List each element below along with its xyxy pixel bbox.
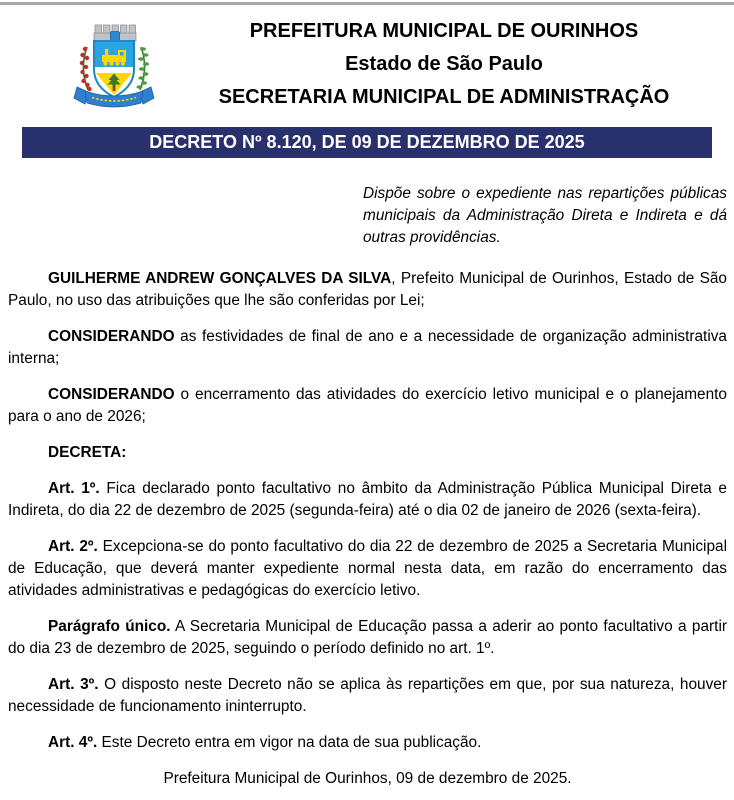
coat-of-arms-logo: [72, 17, 156, 109]
org-state: Estado de São Paulo: [345, 53, 543, 75]
preamble-paragraph: GUILHERME ANDREW GONÇALVES DA SILVA, Prefeito Municipal de Ourinhos, Estado de São Paulo, no uso das atribuições que lhe são conferidas por Lei;: [8, 270, 727, 309]
org-name: PREFEITURA MUNICIPAL DE OURINHOS: [249, 20, 639, 42]
considerando-2-paragraph: CONSIDERANDO o encerramento das atividades do exercício letivo municipal e o planejamento para o ano de 2026;: [8, 386, 727, 425]
decree-title-banner: [22, 127, 712, 158]
decreta-heading: DECRETA:: [48, 444, 127, 461]
considerando-1-paragraph: CONSIDERANDO as festividades de final de ano e a necessidade de organização administrativa interna;: [8, 328, 727, 367]
decree-document: [0, 2, 734, 800]
org-department: SECRETARIA MUNICIPAL DE ADMINISTRAÇÃO: [218, 86, 670, 108]
decree-title: DECRETO Nº 8.120, DE 09 DE DEZEMBRO DE 2025: [149, 132, 585, 152]
decree-summary: Dispõe sobre o expediente nas repartições públicas municipais da Administração Direta e Indireta e dá outras providências.: [363, 185, 727, 246]
letterhead: [0, 5, 734, 117]
sole-paragraph: Parágrafo único. A Secretaria Municipal de Educação passa a aderir ao ponto facultativo a partir do dia 23 de dezembro de 2025, seguindo o período definido no art. 1º.: [8, 618, 727, 657]
article-4-paragraph: Art. 4º. Este Decreto entra em vigor na data de sua publicação.: [48, 734, 482, 751]
article-1-paragraph: Art. 1º. Fica declarado ponto facultativo no âmbito da Administração Pública Municipal Direta e Indireta, do dia 22 de dezembro de 2025 (segunda-feira) até o dia 02 de janeiro de 2026 (sexta-feira).: [8, 480, 727, 519]
mayor-name: GUILHERME ANDREW GONÇALVES DA SILVA: [48, 270, 392, 287]
letterhead-text: [158, 15, 730, 114]
article-2-paragraph: Art. 2º. Excepciona-se do ponto facultativo do dia 22 de dezembro de 2025 a Secretaria Municipal de Educação, que deverá manter expediente normal nesta data, em razão do encerramento das atividades administrativas e pedagógicas do exercício letivo.: [8, 538, 727, 599]
decree-body: [8, 268, 727, 790]
signature-place-date: Prefeitura Municipal de Ourinhos, 09 de dezembro de 2025.: [163, 770, 572, 787]
article-3-paragraph: Art. 3º. O disposto neste Decreto não se aplica às repartições em que, por sua natureza, houver necessidade de funcionamento ininterrupto.: [8, 676, 727, 715]
